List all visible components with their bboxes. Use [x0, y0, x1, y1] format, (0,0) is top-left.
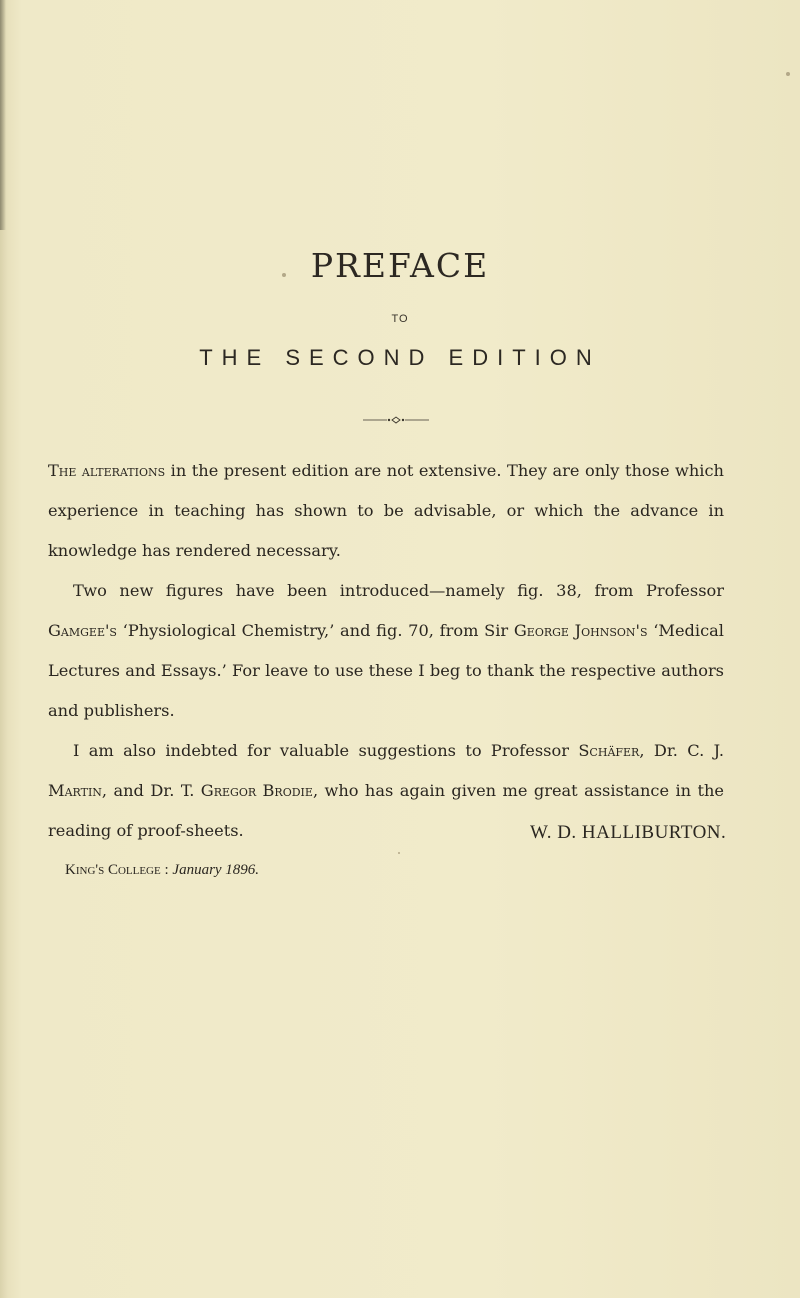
speck: [398, 852, 400, 854]
paragraph-2: [48, 571, 724, 731]
paragraph-1: [48, 451, 724, 571]
page-subtitle: THE SECOND EDITION: [199, 345, 601, 370]
dateline: [65, 862, 259, 879]
paragraph-text: I am also indebted for valuable suggestions to Professor: [73, 741, 579, 760]
paragraph-text: ‘Medical Lectures and Essays.’ For leave to use these I beg to thank the respective authors and publishers.: [48, 621, 724, 720]
ornament-divider-icon: [363, 415, 429, 425]
dateline-date: January 1896.: [172, 862, 260, 878]
dateline-separator: :: [160, 862, 173, 878]
paragraph-text: , and Dr. T.: [101, 781, 201, 800]
paragraph-text: Two new figures have been introduced—namely fig. 38, from Professor: [73, 581, 724, 600]
preface-body: [48, 451, 727, 851]
page-title: PREFACE: [310, 246, 490, 285]
person-name-brodie: Gregor Brodie: [200, 781, 313, 800]
title-connector: TO: [391, 313, 409, 325]
speck: [786, 72, 790, 76]
person-name-johnson: George Johnson's: [513, 621, 648, 640]
dateline-place: King's College: [65, 862, 161, 878]
person-name-schafer: Schäfer: [578, 741, 640, 760]
person-name-martin: Martin: [48, 781, 102, 800]
paragraph-text: ‘Physiological Chemistry,’ and fig. 70, from Sir: [116, 621, 514, 640]
author-signature: W. D. HALLIBURTON.: [530, 822, 727, 843]
paragraph-text: , who has again given me great assistance in the reading of proof-sheets.: [48, 781, 724, 840]
paragraph-lead-words: The alterations: [48, 461, 166, 480]
binding-shadow: [0, 0, 6, 230]
person-name-gamgee: Gamgee's: [48, 621, 117, 640]
paragraph-text: in the present edition are not extensive. They are only those which experience in teaching has shown to be advisable, or which the advance in knowledge has rendered necessary.: [48, 461, 724, 560]
paragraph-text: , Dr. C. J.: [639, 741, 724, 760]
speck: [282, 273, 286, 277]
